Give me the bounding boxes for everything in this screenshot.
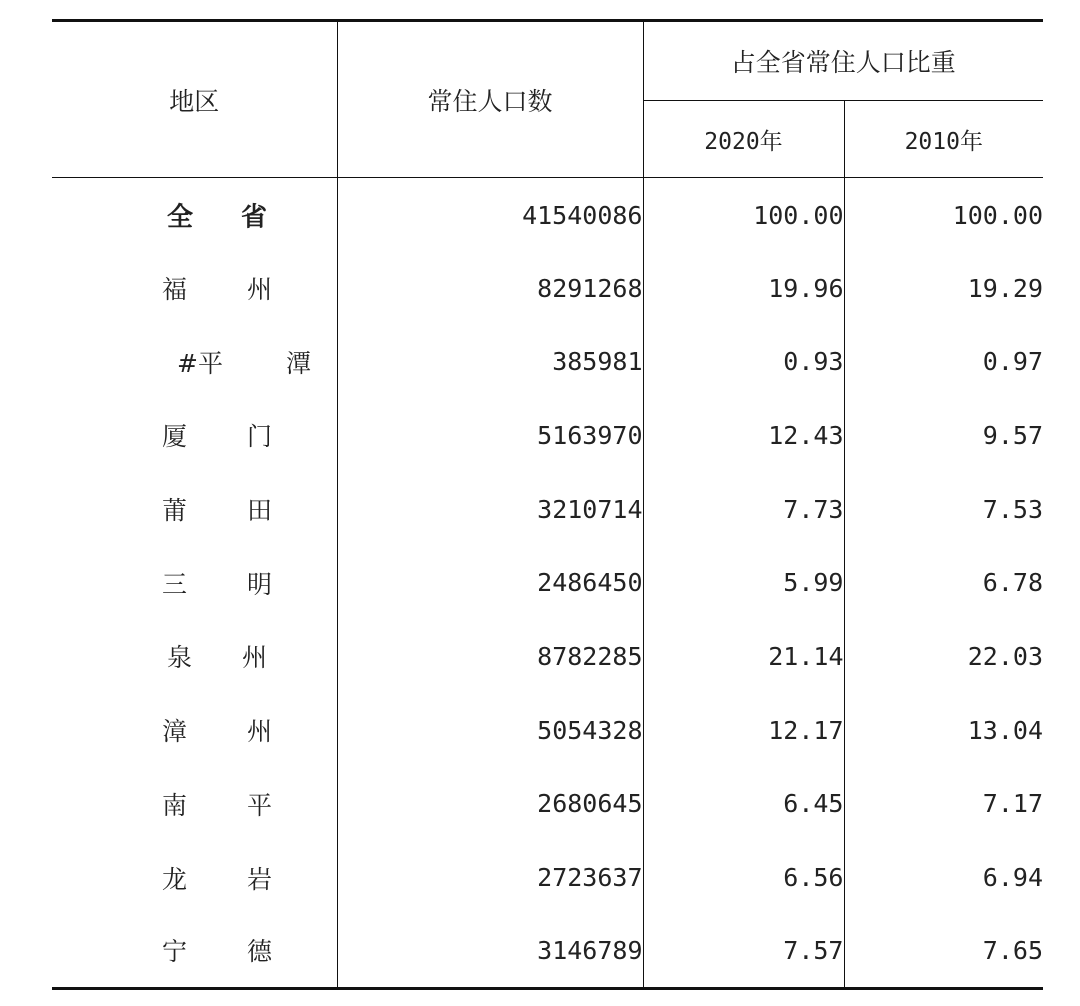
cell-population: 3146789 (337, 914, 643, 988)
region-name (162, 417, 272, 453)
cell-population: 5054328 (337, 693, 643, 767)
cell-share-2010: 6.94 (982, 863, 1044, 893)
cell-population: 2486450 (337, 546, 643, 620)
cell-share-2010: 13.04 (967, 715, 1044, 745)
region-name (162, 786, 272, 822)
cell-share-2010: 9.57 (982, 420, 1044, 450)
region-name (177, 344, 311, 380)
header-region: 地区 (52, 21, 337, 178)
cell-share-2020: 5.99 (643, 546, 844, 620)
table-header (52, 21, 1043, 178)
cell-region-name (52, 399, 337, 473)
region-name (162, 565, 272, 601)
region-name-part: 明 (246, 569, 272, 599)
cell-share-2010: 6.78 (982, 568, 1044, 598)
region-name (167, 196, 267, 233)
table-row (52, 693, 1043, 767)
region-name-part: 德 (246, 937, 272, 967)
region-name-part: 州 (246, 717, 272, 747)
region-name (162, 932, 272, 968)
header-year-2020: 2020年 (643, 101, 844, 178)
cell-share-2010: 7.53 (982, 494, 1044, 524)
cell-share-2020: 6.45 (643, 767, 844, 841)
cell-share-2010: 7.17 (982, 789, 1044, 819)
cell-region-name (52, 914, 337, 988)
region-name-part: 三 (162, 569, 188, 599)
table-row (52, 251, 1043, 325)
cell-share-2010: 7.65 (844, 914, 1043, 988)
header-population: 常住人口数 (337, 21, 643, 178)
table-row (52, 178, 1043, 252)
cell-region-name (52, 693, 337, 767)
region-name-part: 田 (246, 496, 272, 526)
cell-population: 41540086 (337, 178, 643, 252)
cell-share-2020: 21.14 (643, 620, 844, 694)
region-name-part: 漳 (162, 717, 188, 747)
region-name-part: 全 (167, 202, 194, 233)
cell-region-name (52, 767, 337, 841)
table-row (52, 914, 1043, 988)
table-row (52, 620, 1043, 694)
cell-population: 5163970 (337, 399, 643, 473)
region-name-part: 厦 (162, 422, 188, 452)
region-name-part: 福 (162, 275, 188, 305)
region-name (162, 860, 272, 896)
header-share-group: 占全省常住人口比重 (643, 21, 1043, 101)
population-table-container (52, 19, 1043, 990)
region-name (162, 712, 272, 748)
table-body (52, 178, 1043, 989)
table-row (52, 546, 1043, 620)
region-name (162, 491, 272, 527)
region-name-part: 岩 (246, 864, 272, 894)
cell-population: 2680645 (337, 767, 643, 841)
cell-share-2010: 0.97 (982, 347, 1044, 377)
cell-region-name (52, 325, 337, 399)
cell-region-name (52, 841, 337, 915)
cell-share-2020: 19.96 (643, 251, 844, 325)
table-row (52, 767, 1043, 841)
header-year-2010: 2010年 (844, 101, 1043, 178)
region-name-part: 平 (246, 790, 272, 820)
region-name-part: 泉 (167, 643, 193, 673)
table-row (52, 325, 1043, 399)
population-table (52, 19, 1043, 990)
table-row (52, 472, 1043, 546)
cell-region-name (52, 251, 337, 325)
region-name-part: 省 (240, 202, 267, 233)
cell-population: 3210714 (337, 472, 643, 546)
cell-region-name (52, 472, 337, 546)
table-row (52, 399, 1043, 473)
table-row (52, 841, 1043, 915)
cell-population: 385981 (337, 325, 643, 399)
region-name-part: 门 (246, 422, 272, 452)
region-name-part: 州 (246, 275, 272, 305)
cell-share-2020: 12.17 (643, 693, 844, 767)
cell-share-2010: 100.00 (952, 201, 1044, 231)
cell-share-2020: 7.57 (643, 914, 844, 988)
cell-region-name (52, 546, 337, 620)
region-name (167, 638, 267, 674)
cell-share-2020: 12.43 (643, 399, 844, 473)
region-name-part: 龙 (162, 864, 188, 894)
region-name-part: 宁 (162, 937, 188, 967)
cell-share-2020: 100.00 (643, 178, 844, 252)
cell-population: 8782285 (337, 620, 643, 694)
cell-share-2020: 0.93 (643, 325, 844, 399)
region-name-part: 州 (241, 643, 267, 673)
cell-population: 8291268 (337, 251, 643, 325)
cell-share-2010: 19.29 (967, 273, 1044, 303)
region-name-part: 潭 (285, 348, 311, 378)
cell-population: 2723637 (337, 841, 643, 915)
cell-share-2020: 6.56 (643, 841, 844, 915)
region-name (162, 270, 272, 306)
region-name-part: #平 (177, 348, 223, 378)
region-name-part: 莆 (162, 496, 188, 526)
cell-share-2020: 7.73 (643, 472, 844, 546)
cell-region-name (52, 178, 337, 252)
region-name-part: 南 (162, 790, 188, 820)
cell-region-name (52, 620, 337, 694)
cell-share-2010: 22.03 (967, 641, 1044, 671)
